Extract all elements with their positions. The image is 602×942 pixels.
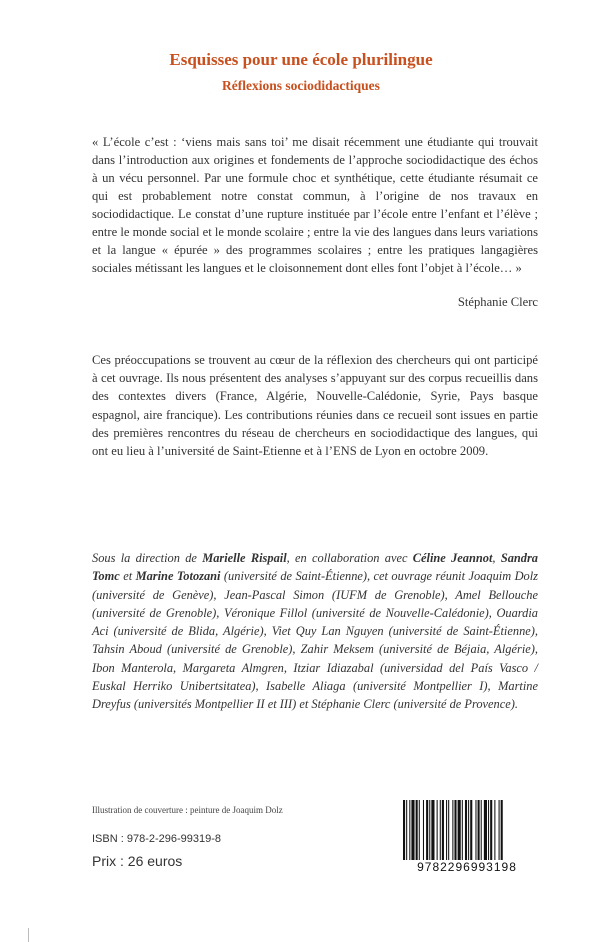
quote-text: « L’école c’est : ‘viens mais sans toi’ me disait récemment une étudiante qui trouvait dans l’introduction aux origines et fondements de l’approche sociodidactique des échos à un vécu personnel. Par une formule choc et synthétique, cette étudiante résumait ce qui est probablement notre constat commun, à l’origine de nos travaux en sociodidactique. Le constat d’une rupture instituée par l’école entre l’enfant et l’élève ; entre le monde social et le monde scolaire ; entre la vie des langues dans leurs variations et la langue « épurée » des programmes scolaires ; entre les pratiques langagières sociales métissant les langues et le cloisonnement dont elles font l’objet à l’école… » xyxy=(92,135,538,275)
barcode-bar xyxy=(465,800,467,862)
barcode-bar xyxy=(429,800,430,862)
barcode-bar xyxy=(446,800,447,862)
barcode-bar xyxy=(462,800,463,862)
barcode-bar xyxy=(442,800,444,862)
barcode-bar xyxy=(440,800,441,862)
barcode-bar xyxy=(403,800,405,862)
barcode-bar xyxy=(484,800,487,862)
description-paragraph: Ces préoccupations se trouvent au cœur de la réflexion des chercheurs qui ont participé à cet ouvrage. Ils nous présentent des analyses s’appuyant sur des corpus recueillis dans des contextes divers (France, Algérie, Nouvelle-Calédonie, Syrie, Pays basque espagnol, aire francique). Les contributions réunies dans ce recueil sont issues en partie des premières rencontres du réseau de chercheurs en sociodidactique des langues, qui ont eu lieu à l’université de Saint-Etienne et à l’ENS de Lyon en octobre 2009. xyxy=(92,353,538,459)
editor-name-2: Sandra Tomc xyxy=(92,551,539,584)
barcode-bar xyxy=(470,800,472,862)
barcode-bar xyxy=(452,800,453,862)
illustration-credit: Illustration de couverture : peinture de Joaquim Dolz xyxy=(92,805,283,815)
barcode-bar xyxy=(419,800,420,862)
and-separator: et xyxy=(119,569,136,584)
barcode-number: 9782296993198 xyxy=(397,860,537,874)
barcode-bar xyxy=(481,800,482,862)
barcode-bar xyxy=(488,800,489,862)
barcode-bar xyxy=(437,800,438,862)
barcode-bar xyxy=(406,800,407,862)
quote-author: Stéphanie Clerc xyxy=(457,295,538,309)
barcode-bar xyxy=(490,800,492,862)
barcode-bar xyxy=(494,800,495,862)
isbn: ISBN : 978-2-296-99319-8 xyxy=(92,833,222,845)
barcode-bars xyxy=(397,800,537,862)
contributors-list: (université de Saint-Étienne), cet ouvrage réunit Joaquim Dolz (université de Genève), Jean-Pascal Simon (IUFM de Grenoble), Amel Bellouche (université de Grenoble), Véronique Fillol (université de Nouvelle-Calédonie), Ouardia Aci (université de Blida, Algérie), Viet Quy Lan Nguyen (université de Saint-Étienne), Tahsin Aboud (université de Grenoble), Zahir Meksem (université de Béjaia, Algérie), Ibon Manterola, Margareta Almgren, Itziar Idiazabal (universidad del País Vasco / Euskal Herriko Unibertsitatea), Isabelle Aliaga (université Montpellier I), Martine Dreyfus (universités Montpellier II et III) et Stéphanie Clerc (université de Provence). xyxy=(92,569,538,712)
barcode-bar xyxy=(454,800,456,862)
comma-separator: , xyxy=(492,551,501,565)
barcode-bar xyxy=(411,800,414,862)
editor-name-3: Marine Totozani xyxy=(135,569,221,584)
barcode-bar xyxy=(431,800,434,862)
barcode-bar xyxy=(499,800,500,862)
editor-name-1: Céline Jeannot xyxy=(412,551,493,565)
barcode-bar xyxy=(475,800,476,862)
barcode-bar xyxy=(478,800,480,862)
price: Prix : 26 euros xyxy=(92,853,183,869)
crop-mark xyxy=(28,928,29,942)
direction-intro: Sous la direction de xyxy=(92,551,203,565)
barcode-bar xyxy=(501,800,503,862)
barcode-bar xyxy=(426,800,428,862)
collab-text: , en collaboration avec xyxy=(286,551,413,565)
director-name: Marielle Rispail xyxy=(202,551,287,565)
barcode-bar xyxy=(423,800,424,862)
barcode-bar xyxy=(416,800,418,862)
contributors-paragraph xyxy=(92,549,538,714)
book-title: Esquisses pour une école plurilingue xyxy=(169,50,433,69)
barcode xyxy=(397,800,537,878)
barcode-bar xyxy=(468,800,469,862)
barcode-bar xyxy=(458,800,461,862)
barcode-bar xyxy=(409,800,410,862)
barcode-bar xyxy=(448,800,449,862)
book-subtitle: Réflexions sociodidactiques xyxy=(222,78,380,93)
